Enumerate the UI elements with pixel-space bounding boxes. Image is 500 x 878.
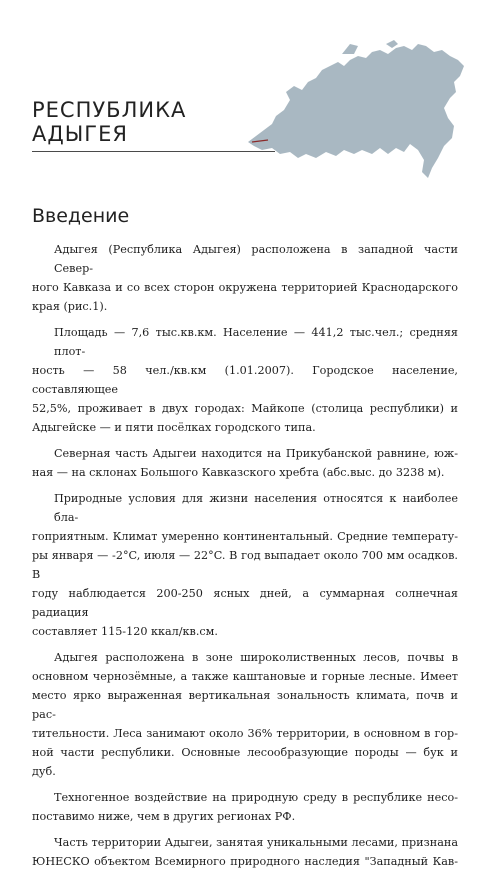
paragraph bbox=[32, 648, 458, 781]
title-underline bbox=[32, 151, 275, 152]
paragraph-line: Адыгея (Республика Адыгея) расположена в западной части Север- bbox=[54, 243, 458, 275]
page-title-line-2: АДЫГЕЯ bbox=[32, 122, 128, 146]
paragraph bbox=[32, 833, 458, 871]
paragraph-line: составляет 115-120 ккал/кв.см. bbox=[32, 625, 218, 638]
paragraph-line: Площадь — 7,6 тыс.кв.км. Население — 441,2 тыс.чел.; средняя плот- bbox=[54, 326, 458, 358]
paragraph-line: ной части республики. Основные лесообразующие породы — бук и дуб. bbox=[32, 746, 458, 778]
paragraph bbox=[32, 323, 458, 437]
paragraph-line: тительности. Леса занимают около 36% территории, в основном в гор- bbox=[32, 727, 458, 740]
paragraph-line: ЮНЕСКО объектом Всемирного природного наследия "Западный Кав- bbox=[32, 855, 458, 868]
paragraph-line: Часть территории Адыгеи, занятая уникальными лесами, признана bbox=[54, 836, 458, 849]
page-title-line-1: РЕСПУБЛИКА bbox=[32, 98, 187, 122]
russia-map-icon bbox=[246, 36, 468, 186]
paragraph bbox=[32, 489, 458, 641]
paragraph bbox=[32, 444, 458, 482]
paragraph bbox=[32, 788, 458, 826]
paragraph-line: Природные условия для жизни населения относятся к наиболее бла- bbox=[54, 492, 458, 524]
paragraph-line: Адыгейске — и пяти посёлках городского типа. bbox=[32, 421, 316, 434]
paragraph-line: ры января — -2°C, июля — 22°C. В год выпадает около 700 мм осадков. В bbox=[32, 549, 458, 581]
paragraph-line: поставимо ниже, чем в других регионах РФ. bbox=[32, 810, 296, 823]
section-title: Введение bbox=[32, 205, 130, 227]
page-title bbox=[32, 98, 186, 146]
paragraph-line: основном чернозёмные, а также каштановые и горные лесные. Имеет bbox=[32, 670, 458, 683]
paragraph-line: Северная часть Адыгеи находится на Прикубанской равнине, юж- bbox=[54, 447, 458, 460]
paragraph-line: края (рис.1). bbox=[32, 300, 108, 313]
paragraph-line: ность — 58 чел./кв.км (1.01.2007). Городское население, составляющее bbox=[32, 364, 458, 396]
paragraph-line: Адыгея расположена в зоне широколиственных лесов, почвы в bbox=[54, 651, 458, 664]
paragraph-line: году наблюдается 200-250 ясных дней, а суммарная солнечная радиация bbox=[32, 587, 458, 619]
paragraph-line: Техногенное воздействие на природную среду в республике несо- bbox=[54, 791, 458, 804]
paragraph-line: ная — на склонах Большого Кавказского хребта (абс.выс. до 3238 м). bbox=[32, 466, 445, 479]
paragraph-line: гоприятным. Климат умеренно континентальный. Средние температу- bbox=[32, 530, 458, 543]
paragraph-line: 52,5%, проживает в двух городах: Майкопе (столица республики) и bbox=[32, 402, 458, 415]
paragraph bbox=[32, 240, 458, 316]
paragraph-line: ного Кавказа и со всех сторон окружена территорией Краснодарского bbox=[32, 281, 458, 294]
body-text bbox=[32, 240, 458, 878]
paragraph-line: место ярко выраженная вертикальная зональность климата, почв и рас- bbox=[32, 689, 458, 721]
